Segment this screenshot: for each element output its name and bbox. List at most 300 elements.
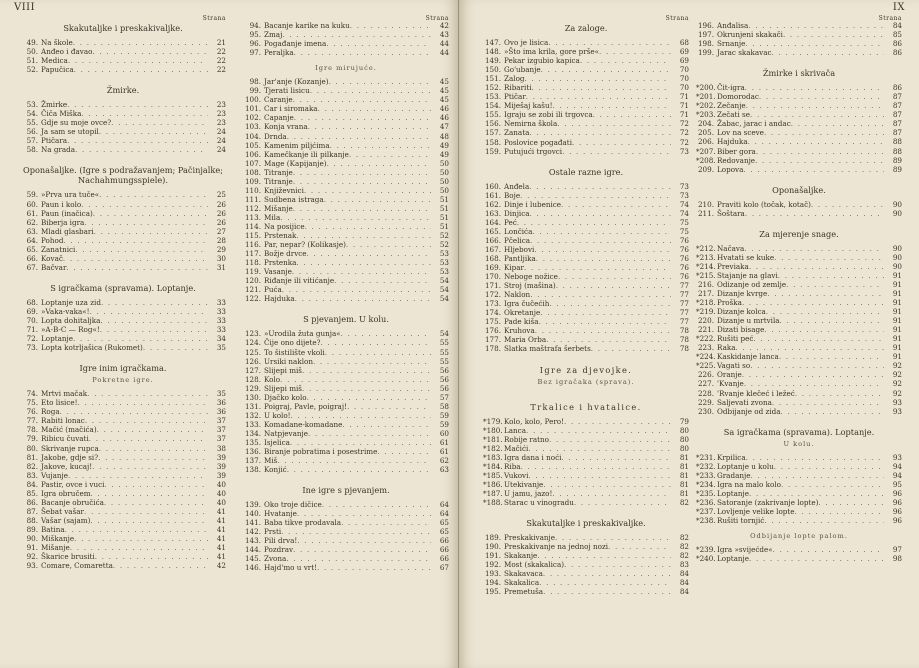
toc-entry bbox=[243, 86, 449, 95]
entry-page: 93 bbox=[892, 397, 902, 407]
dot-leader bbox=[764, 128, 884, 137]
entry-number: 134. bbox=[244, 428, 261, 438]
entry-page: 72 bbox=[679, 128, 689, 138]
entry-number: *232. bbox=[696, 461, 716, 471]
toc-entry bbox=[20, 47, 226, 56]
entry-page: 92 bbox=[892, 388, 902, 398]
dot-leader bbox=[552, 101, 671, 110]
toc-entry bbox=[243, 240, 449, 249]
entry-page: 81 bbox=[679, 479, 689, 489]
toc-entry bbox=[20, 127, 226, 136]
entry-number: 206. bbox=[697, 137, 714, 147]
dot-leader bbox=[750, 361, 884, 370]
dot-leader bbox=[528, 444, 671, 453]
entry-title: Nemirna škola bbox=[504, 119, 558, 129]
entry-number: 132. bbox=[244, 410, 261, 420]
entry-number: 133. bbox=[244, 419, 261, 429]
entry-page: 48 bbox=[439, 131, 449, 141]
entry-page: 78 bbox=[679, 344, 689, 354]
toc-entry bbox=[20, 489, 226, 498]
toc-entry bbox=[243, 447, 449, 456]
dot-leader bbox=[281, 527, 431, 536]
page-number: VIII bbox=[14, 2, 36, 13]
dot-leader bbox=[322, 500, 431, 509]
dot-leader bbox=[67, 100, 208, 109]
toc-entry bbox=[696, 92, 902, 101]
entry-page: 41 bbox=[216, 524, 226, 534]
toc-entry bbox=[243, 177, 449, 186]
entry-number: 171. bbox=[484, 281, 501, 291]
toc-entry bbox=[243, 48, 449, 57]
entry-page: 31 bbox=[216, 262, 226, 272]
toc-entry bbox=[20, 307, 226, 316]
entry-page: 38 bbox=[216, 443, 226, 453]
entry-number: 106. bbox=[244, 149, 261, 159]
dot-leader bbox=[70, 543, 208, 552]
dot-leader bbox=[347, 402, 431, 411]
dot-leader bbox=[87, 389, 208, 398]
entry-title: Lovljenje velike lopte bbox=[717, 506, 795, 516]
entry-number: 101. bbox=[244, 104, 261, 114]
entry-number: 120. bbox=[244, 276, 261, 286]
entry-page: 84 bbox=[679, 578, 689, 588]
entry-title: Prstenka bbox=[264, 258, 297, 268]
dot-leader bbox=[557, 119, 671, 128]
toc-entry bbox=[20, 56, 226, 65]
entry-page: 45 bbox=[439, 77, 449, 87]
entry-title: Slatka maštrafa šerbets bbox=[504, 344, 591, 354]
entry-title: Medica bbox=[41, 56, 68, 66]
entry-title: Zečanje bbox=[717, 101, 746, 111]
entry-page: 53 bbox=[439, 249, 449, 259]
entry-page: 23 bbox=[216, 109, 226, 119]
toc-entry bbox=[20, 316, 226, 325]
dot-leader bbox=[591, 344, 671, 353]
dot-leader bbox=[520, 191, 671, 200]
entry-number: 131. bbox=[244, 401, 261, 411]
entry-number: 115. bbox=[244, 231, 261, 241]
entry-page: 69 bbox=[679, 56, 689, 66]
entry-title: Konja vrana bbox=[264, 122, 308, 132]
entry-page: 81 bbox=[679, 470, 689, 480]
entry-title: Zalog bbox=[504, 74, 525, 84]
dot-leader bbox=[786, 280, 884, 289]
toc-entry bbox=[483, 281, 689, 290]
entry-number: 91. bbox=[26, 543, 38, 553]
entry-title: Dizanje kvrge bbox=[717, 288, 768, 298]
toc-entry bbox=[243, 168, 449, 177]
dot-leader bbox=[302, 366, 431, 375]
dot-leader bbox=[773, 545, 884, 554]
dot-leader bbox=[346, 240, 431, 249]
dot-leader bbox=[293, 168, 431, 177]
entry-title: Igra dana i noći bbox=[504, 452, 562, 462]
entry-page: 95 bbox=[892, 479, 902, 489]
entry-page: 96 bbox=[892, 488, 902, 498]
entry-page: 91 bbox=[892, 334, 902, 344]
entry-title: Neboge nožice bbox=[504, 272, 558, 282]
entry-page: 24 bbox=[216, 127, 226, 137]
entry-title: Mladi glasbari bbox=[41, 226, 94, 236]
dot-leader bbox=[308, 429, 431, 438]
entry-number: 118. bbox=[244, 258, 261, 268]
entry-page: 42 bbox=[216, 561, 226, 571]
dot-leader bbox=[74, 534, 208, 543]
toc-entry bbox=[483, 200, 689, 209]
toc-entry bbox=[243, 267, 449, 276]
entry-number: 59. bbox=[26, 190, 38, 200]
entry-page: 82 bbox=[679, 542, 689, 552]
entry-page: 69 bbox=[679, 47, 689, 57]
entry-page: 79 bbox=[679, 416, 689, 426]
entry-number: 210. bbox=[697, 199, 714, 209]
dot-leader bbox=[772, 48, 884, 57]
dot-leader bbox=[778, 271, 884, 280]
toc-entry bbox=[696, 398, 902, 407]
toc-entry bbox=[483, 290, 689, 299]
dot-leader bbox=[100, 316, 208, 325]
dot-leader bbox=[756, 147, 884, 156]
entry-title: Ptičara bbox=[41, 136, 68, 146]
entry-page: 33 bbox=[216, 306, 226, 316]
toc-entry bbox=[696, 83, 902, 92]
entry-page: 44 bbox=[439, 39, 449, 49]
entry-number: 52. bbox=[26, 65, 38, 75]
entry-number: 62. bbox=[26, 217, 38, 227]
toc-entry bbox=[20, 398, 226, 407]
toc-entry bbox=[20, 254, 226, 263]
dot-leader bbox=[282, 30, 431, 39]
dot-leader bbox=[67, 136, 208, 145]
entry-number: 221. bbox=[697, 325, 714, 335]
entry-title: Caranje bbox=[264, 95, 293, 105]
entry-number: 119. bbox=[244, 267, 261, 277]
entry-number: *214. bbox=[696, 261, 716, 271]
section-subheading: Igre mirujuće. bbox=[315, 64, 377, 73]
toc-entry bbox=[243, 348, 449, 357]
entry-title: Jarac skakavac bbox=[717, 48, 772, 58]
entry-title: Dizati bisage bbox=[717, 325, 765, 335]
dot-leader bbox=[297, 509, 431, 518]
entry-title: Isjelica bbox=[264, 437, 290, 447]
entry-page: 42 bbox=[439, 21, 449, 30]
entry-number: *208. bbox=[696, 155, 716, 165]
toc-entry bbox=[696, 361, 902, 370]
entry-number: 151. bbox=[484, 74, 501, 84]
entry-title: Mišanje bbox=[264, 203, 293, 213]
dot-leader bbox=[293, 204, 431, 213]
entry-title: Loptanje u kolu bbox=[717, 461, 774, 471]
toc-entry bbox=[243, 294, 449, 303]
section-heading: Igre inim igračkama. bbox=[79, 363, 167, 374]
toc-entry bbox=[696, 407, 902, 416]
toc-entry bbox=[243, 411, 449, 420]
entry-title: Slijepi miš bbox=[264, 365, 302, 375]
entry-page: 60 bbox=[439, 428, 449, 438]
entry-number: *202. bbox=[696, 101, 716, 111]
entry-number: 142. bbox=[244, 527, 261, 537]
section-heading: Za zaloge. bbox=[564, 23, 608, 33]
toc-entry bbox=[483, 317, 689, 326]
entry-number: *213. bbox=[696, 252, 716, 262]
entry-page: 76 bbox=[679, 244, 689, 254]
toc-entry bbox=[696, 271, 902, 280]
toc-entry bbox=[483, 551, 689, 560]
dot-leader bbox=[92, 462, 208, 471]
entry-page: 41 bbox=[216, 533, 226, 543]
toc-entry bbox=[243, 222, 449, 231]
entry-title: Ribariti bbox=[504, 83, 532, 93]
dot-leader bbox=[530, 209, 671, 218]
entry-page: 66 bbox=[439, 545, 449, 555]
entry-title: Na grada bbox=[41, 145, 76, 155]
dot-leader bbox=[564, 560, 671, 569]
entry-page: 53 bbox=[439, 267, 449, 277]
entry-page: 75 bbox=[679, 217, 689, 227]
entry-title: Skrivanje rupca bbox=[41, 443, 99, 453]
dot-leader bbox=[774, 253, 884, 262]
dot-leader bbox=[795, 507, 884, 516]
section-heading: Za mjerenje snage. bbox=[759, 228, 839, 239]
toc-entry bbox=[243, 509, 449, 518]
toc-entry bbox=[483, 263, 689, 272]
dot-leader bbox=[767, 289, 884, 298]
entry-number: 82. bbox=[26, 461, 38, 471]
entry-number: 148. bbox=[484, 47, 501, 57]
entry-number: 226. bbox=[697, 370, 714, 380]
entry-title: Pogađanje imena bbox=[264, 39, 327, 49]
entry-page: 76 bbox=[679, 272, 689, 282]
toc-entry bbox=[696, 516, 902, 525]
dot-leader bbox=[811, 200, 884, 209]
toc-entry bbox=[20, 543, 226, 552]
entry-number: 110. bbox=[244, 185, 261, 195]
entry-title: Slijepi miš bbox=[264, 383, 302, 393]
entry-title: Vukovi bbox=[504, 470, 529, 480]
dot-leader bbox=[377, 447, 431, 456]
entry-page: 21 bbox=[216, 38, 226, 47]
entry-page: 71 bbox=[679, 101, 689, 111]
entry-page: 72 bbox=[679, 137, 689, 147]
toc-entry bbox=[483, 218, 689, 227]
dot-leader bbox=[580, 56, 671, 65]
entry-page: 90 bbox=[892, 199, 902, 209]
entry-number: 170. bbox=[484, 272, 501, 282]
entry-number: *183. bbox=[483, 452, 503, 462]
entry-number: 195. bbox=[484, 587, 501, 597]
dot-leader bbox=[65, 525, 208, 534]
entry-title: Loptanje bbox=[717, 488, 749, 498]
toc-entry bbox=[483, 471, 689, 480]
toc-entry bbox=[696, 110, 902, 119]
toc-entry bbox=[243, 186, 449, 195]
toc-entry bbox=[696, 289, 902, 298]
dot-leader bbox=[286, 554, 431, 563]
dot-leader bbox=[85, 416, 208, 425]
entry-title: Lanca bbox=[504, 425, 526, 435]
entry-title: Naklon bbox=[504, 290, 531, 300]
entry-number: 154. bbox=[484, 101, 501, 111]
entry-number: *201. bbox=[696, 92, 716, 102]
entry-title: Kipar bbox=[504, 263, 524, 273]
section-gap bbox=[696, 57, 902, 66]
entry-page: 33 bbox=[216, 315, 226, 325]
dot-leader bbox=[104, 498, 208, 507]
entry-number: 160. bbox=[484, 181, 501, 191]
entry-number: 49. bbox=[26, 38, 38, 47]
entry-title: Hajduka bbox=[717, 137, 748, 147]
toc-entry bbox=[696, 307, 902, 316]
section-heading: Oponašaljke. (Igre s podražavanjem; Pačinjalke; Nachahmungsspiele). bbox=[23, 165, 223, 186]
entry-number: 50. bbox=[26, 47, 38, 57]
entry-title: Zvona bbox=[264, 554, 287, 564]
toc-entry bbox=[243, 113, 449, 122]
dot-leader bbox=[68, 471, 208, 480]
dot-leader bbox=[743, 165, 884, 174]
dot-leader bbox=[294, 113, 431, 122]
page-number: IX bbox=[892, 2, 905, 13]
entry-number: 223. bbox=[697, 343, 714, 353]
entry-title: Škarice brusiti bbox=[41, 552, 95, 562]
entry-page: 73 bbox=[679, 181, 689, 191]
dot-leader bbox=[60, 407, 208, 416]
toc-entry bbox=[243, 429, 449, 438]
toc-entry bbox=[20, 65, 226, 74]
entry-title: Miškanje bbox=[41, 533, 75, 543]
entry-page: 86 bbox=[892, 48, 902, 58]
entry-title: Raka bbox=[717, 343, 736, 353]
entry-page: 94 bbox=[892, 461, 902, 471]
dot-leader bbox=[556, 281, 671, 290]
dot-leader bbox=[572, 138, 671, 147]
section-gap bbox=[483, 391, 689, 400]
entry-title: »Što ima krila, gore prše« bbox=[504, 47, 600, 57]
section-heading: Ostale razne igre. bbox=[548, 166, 624, 177]
entry-page: 64 bbox=[439, 500, 449, 510]
dot-leader bbox=[795, 389, 884, 398]
entry-title: Redovanje bbox=[717, 155, 756, 165]
toc-entry bbox=[696, 200, 902, 209]
entry-number: 161. bbox=[484, 190, 501, 200]
toc-entry bbox=[483, 56, 689, 65]
dot-leader bbox=[552, 489, 671, 498]
toc-entry bbox=[696, 298, 902, 307]
entry-title: Skakalica bbox=[504, 578, 540, 588]
entry-title: Pantljika bbox=[504, 253, 536, 263]
entry-number: 127. bbox=[244, 365, 261, 375]
toc-entry bbox=[483, 38, 689, 47]
toc-entry bbox=[243, 132, 449, 141]
toc-entry bbox=[483, 138, 689, 147]
toc-entry bbox=[696, 156, 902, 165]
toc-entry bbox=[20, 209, 226, 218]
entry-page: 92 bbox=[892, 370, 902, 380]
section-heading: Sa igračkama (spravama). Loptanje. bbox=[723, 426, 875, 437]
dot-leader bbox=[537, 551, 671, 560]
entry-page: 91 bbox=[892, 279, 902, 289]
toc-entry bbox=[483, 236, 689, 245]
entry-page: 54 bbox=[439, 329, 449, 339]
toc-entry bbox=[243, 30, 449, 39]
entry-title: Batina bbox=[41, 524, 65, 534]
dot-leader bbox=[759, 92, 884, 101]
entry-title: Prstenak bbox=[264, 231, 297, 241]
section-heading: Oponašaljke. bbox=[772, 184, 826, 195]
dot-leader bbox=[92, 47, 208, 56]
toc-entry bbox=[243, 465, 449, 474]
entry-page: 76 bbox=[679, 235, 689, 245]
toc-entry bbox=[483, 128, 689, 137]
entry-number: 157. bbox=[484, 128, 501, 138]
entry-title: Književnici bbox=[264, 185, 304, 195]
entry-page: 52 bbox=[439, 231, 449, 241]
entry-title: Poslovice pogađati bbox=[504, 137, 572, 147]
entry-page: 25 bbox=[216, 190, 226, 200]
dot-leader bbox=[73, 38, 208, 47]
entry-page: 91 bbox=[892, 316, 902, 326]
entry-page: 47 bbox=[439, 122, 449, 132]
entry-number: 95. bbox=[249, 30, 261, 40]
entry-page: 65 bbox=[439, 527, 449, 537]
dot-leader bbox=[772, 398, 884, 407]
entry-title: Riba bbox=[504, 461, 521, 471]
dot-leader bbox=[287, 132, 431, 141]
toc-entry bbox=[20, 245, 226, 254]
entry-page: 54 bbox=[439, 276, 449, 286]
dot-leader bbox=[539, 317, 671, 326]
entry-page: 33 bbox=[216, 297, 226, 307]
entry-page: 39 bbox=[216, 452, 226, 462]
entry-page: 56 bbox=[439, 374, 449, 384]
entry-page: 77 bbox=[679, 290, 689, 300]
entry-number: *218. bbox=[696, 298, 716, 308]
dot-leader bbox=[818, 498, 884, 507]
dot-leader bbox=[753, 334, 884, 343]
entry-number: 128. bbox=[244, 374, 261, 384]
entry-page: 74 bbox=[679, 208, 689, 218]
entry-title: Mišanje bbox=[41, 543, 70, 553]
toc-entry bbox=[243, 536, 449, 545]
entry-number: *184. bbox=[483, 461, 503, 471]
entry-number: *186. bbox=[483, 479, 503, 489]
entry-page: 89 bbox=[892, 164, 902, 174]
entry-page: 92 bbox=[892, 361, 902, 371]
entry-page: 45 bbox=[439, 95, 449, 105]
entry-title: Gradanje bbox=[717, 470, 751, 480]
section-heading: Skakutaljke i preskakivaljke. bbox=[63, 23, 183, 33]
dot-leader bbox=[774, 462, 884, 471]
entry-number: 88. bbox=[26, 515, 38, 525]
entry-number: *207. bbox=[696, 146, 716, 156]
entry-title: Ursiki naklon bbox=[264, 356, 313, 366]
toc-entry bbox=[483, 444, 689, 453]
entry-title: Ja sam se utopil bbox=[41, 127, 99, 137]
entry-page: 83 bbox=[679, 560, 689, 570]
entry-page: 91 bbox=[892, 307, 902, 317]
dot-leader bbox=[81, 200, 208, 209]
entry-title: Okretanje bbox=[504, 308, 541, 318]
entry-title: Igra čučećih bbox=[504, 299, 550, 309]
dot-leader bbox=[293, 545, 431, 554]
entry-title: Mage (Kapijanje) bbox=[264, 158, 327, 168]
dot-leader bbox=[535, 326, 671, 335]
section-gap bbox=[483, 156, 689, 165]
section-heading: Žmirke i skrivača bbox=[762, 68, 836, 79]
entry-title: Okrunjeni skakači bbox=[717, 30, 783, 40]
dot-leader bbox=[321, 338, 431, 347]
toc-entry bbox=[243, 375, 449, 384]
entry-page: 97 bbox=[892, 545, 902, 555]
